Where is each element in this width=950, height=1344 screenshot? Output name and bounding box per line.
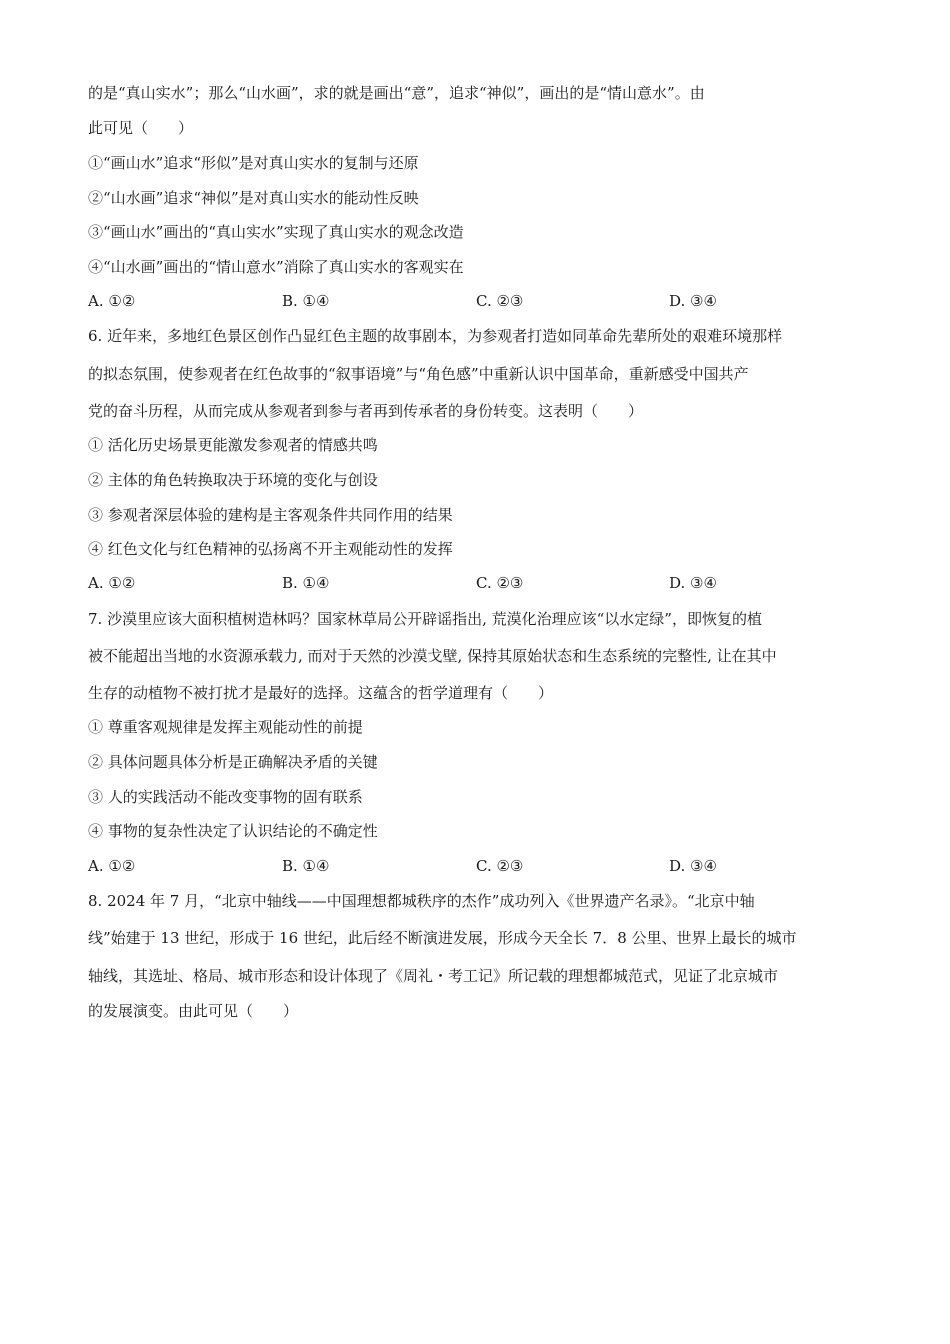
q6-choice-c: C. ②③ bbox=[476, 574, 524, 592]
q5-item-3: ③“画山水”画出的“真山实水”实现了真山实水的观念改造 bbox=[88, 223, 464, 241]
q7-stem-line-3: 生存的动植物不被打扰才是最好的选择。这蕴含的哲学道理有（ ） bbox=[88, 684, 554, 702]
q7-item-1: ① 尊重客观规律是发挥主观能动性的前提 bbox=[88, 718, 363, 736]
q5-item-2: ②“山水画”追求“神似”是对真山实水的能动性反映 bbox=[88, 189, 419, 207]
q7-stem-line-2: 被不能超出当地的水资源承载力, 而对于天然的沙漠戈壁, 保持其原始状态和生态系统的完整性, 让在其中 bbox=[88, 647, 777, 665]
q8-stem-line-3: 轴线，其选址、格局、城市形态和设计体现了《周礼・考工记》所记载的理想都城范式，见证了北京城市 bbox=[88, 967, 779, 985]
q6-stem-line-1: 6. 近年来，多地红色景区创作凸显红色主题的故事剧本，为参观者打造如同革命先辈所处的艰难环境那样 bbox=[88, 327, 783, 345]
q7-choice-b: B. ①④ bbox=[282, 857, 330, 875]
q7-choice-a: A. ①② bbox=[88, 857, 136, 875]
q7-item-3: ③ 人的实践活动不能改变事物的固有联系 bbox=[88, 788, 363, 806]
q5-stem-line-1: 的是“真山实水”；那么“山水画”，求的就是画出“意”，追求“神似”，画出的是“情山意水”。由 bbox=[88, 84, 705, 102]
q6-item-4: ④ 红色文化与红色精神的弘扬离不开主观能动性的发挥 bbox=[88, 540, 453, 558]
q5-stem-line-2: 此可见（ ） bbox=[88, 119, 194, 137]
q6-choice-b: B. ①④ bbox=[282, 574, 330, 592]
q8-stem-line-1: 8. 2024 年 7 月，“北京中轴线——中国理想都城秩序的杰作”成功列入《世界遗产名录》。“北京中轴 bbox=[88, 892, 755, 910]
q6-item-3: ③ 参观者深层体验的建构是主客观条件共同作用的结果 bbox=[88, 506, 453, 524]
q6-item-2: ② 主体的角色转换取决于环境的变化与创设 bbox=[88, 471, 378, 489]
q7-item-2: ② 具体问题具体分析是正确解决矛盾的关键 bbox=[88, 753, 378, 771]
q5-choice-a: A. ①② bbox=[88, 292, 136, 310]
q5-choice-b: B. ①④ bbox=[282, 292, 330, 310]
q8-stem-line-4: 的发展演变。由此可见（ ） bbox=[88, 1002, 299, 1020]
q7-choice-c: C. ②③ bbox=[476, 857, 524, 875]
q7-item-4: ④ 事物的复杂性决定了认识结论的不确定性 bbox=[88, 822, 378, 840]
q6-stem-line-2: 的拟态氛围，使参观者在红色故事的“叙事语境”与“角色感”中重新认识中国革命，重新感受中国共产 bbox=[88, 365, 749, 383]
q7-choice-d: D. ③④ bbox=[669, 857, 717, 875]
q6-stem-line-3: 党的奋斗历程，从而完成从参观者到参与者再到传承者的身份转变。这表明（ ） bbox=[88, 402, 644, 420]
q5-item-1: ①“画山水”追求“形似”是对真山实水的复制与还原 bbox=[88, 154, 419, 172]
q6-item-1: ① 活化历史场景更能激发参观者的情感共鸣 bbox=[88, 436, 378, 454]
q8-stem-line-2: 线”始建于 13 世纪，形成于 16 世纪，此后经不断演进发展，形成今天全长 7．8 公里、世界上最长的城市 bbox=[88, 929, 797, 947]
q7-stem-line-1: 7. 沙漠里应该大面积植树造林吗？国家林草局公开辟谣指出, 荒漠化治理应该“以水定绿”，即恢复的植 bbox=[88, 610, 762, 628]
q5-choice-c: C. ②③ bbox=[476, 292, 524, 310]
q6-choice-d: D. ③④ bbox=[669, 574, 717, 592]
q6-choice-a: A. ①② bbox=[88, 574, 136, 592]
q5-item-4: ④“山水画”画出的“情山意水”消除了真山实水的客观实在 bbox=[88, 258, 464, 276]
q5-choice-d: D. ③④ bbox=[669, 292, 717, 310]
